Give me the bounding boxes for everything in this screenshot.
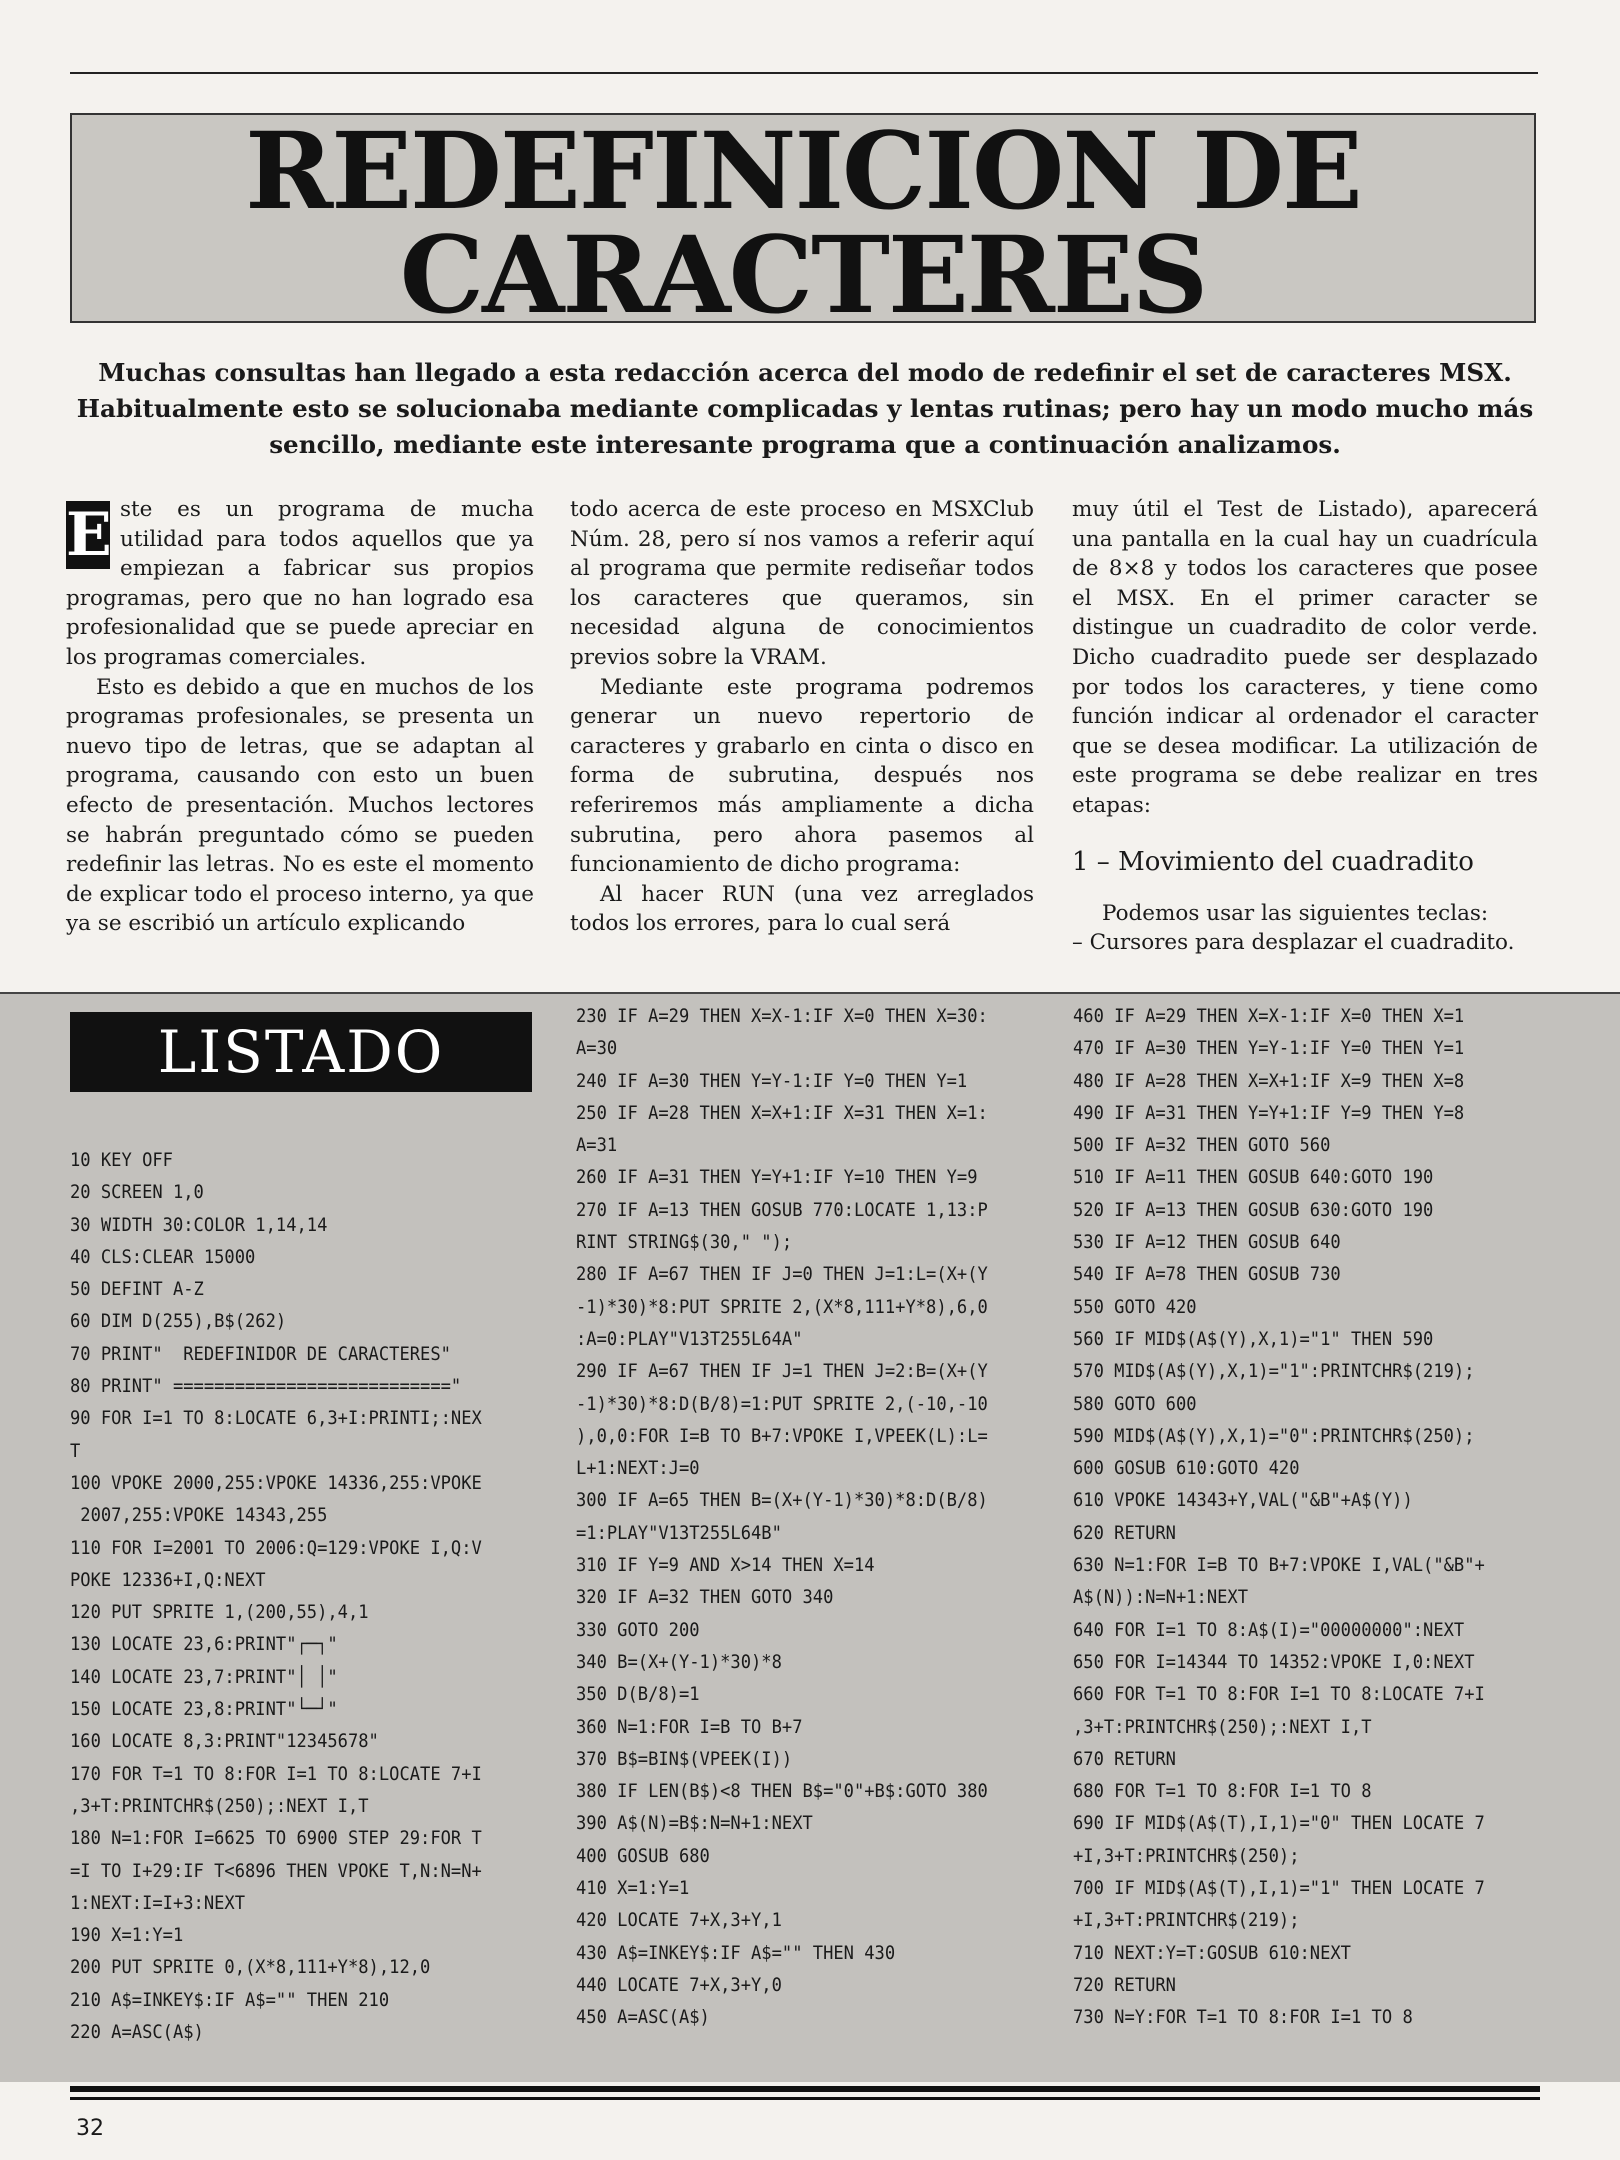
body-column-3 [1072,495,1538,958]
title-banner [70,113,1536,323]
title-line-2: CARACTERES [399,212,1207,323]
col2-paragraph-1: todo acerca de este proceso en MSXClub Núm. 28, pero sí nos vamos a referir aquí al programa que permite rediseñar todos los caracteres que queramos, sin necesidad alguna de conocimientos previos sobre la VRAM. [570,497,1034,670]
code-column-3: 460 IF A=29 THEN X=X-1:IF X=0 THEN X=1 470 IF A=30 THEN Y=Y-1:IF Y=0 THEN Y=1 480 IF A=28 THEN X=X+1:IF X=9 THEN X=8 490 IF A=31 THEN Y=Y+1:IF Y=9 THEN Y=8 500 IF A=32 THEN GOTO 560 510 IF A=11 THEN GOSUB 640:GOTO 190 520 IF A=13 THEN GOSUB 630:GOTO 190 530 IF A=12 THEN GOSUB 640 540 IF A=78 THEN GOSUB 730 550 GOTO 420 560 IF MID$(A$(Y),X,1)="1" THEN 590 570 MID$(A$(Y),X,1)="1":PRINTCHR$(219); 580 GOTO 600 590 MID$(A$(Y),X,1)="0":PRINTCHR$(250); 600 GOSUB 610:GOTO 420 610 VPOKE 14343+Y,VAL("&B"+A$(Y)) 620 RETURN 630 N=1:FOR I=B TO B+7:VPOKE I,VAL("&B"+ A$(N)):N=N+1:NEXT 640 FOR I=1 TO 8:A$(I)="00000000":NEXT 650 FOR I=14344 TO 14352:VPOKE I,0:NEXT 660 FOR T=1 TO 8:FOR I=1 TO 8:LOCATE 7+I ,3+T:PRINTCHR$(250);:NEXT I,T 670 RETURN 680 FOR T=1 TO 8:FOR I=1 TO 8 690 IF MID$(A$(T),I,1)="0" THEN LOCATE 7 +I,3+T:PRINTCHR$(250); 700 IF MID$(A$(T),I,1)="1" THEN LOCATE 7 +I,3+T:PRINTCHR$(219); 710 NEXT:Y=T:GOSUB 610:NEXT 720 RETURN 730 N=Y:FOR T=1 TO 8:FOR I=1 TO 8 [1073,1005,1485,2029]
bottom-rule-thin [70,2097,1540,2100]
code-column-2: 230 IF A=29 THEN X=X-1:IF X=0 THEN X=30: A=30 240 IF A=30 THEN Y=Y-1:IF Y=0 THEN Y=1 250 IF A=28 THEN X=X+1:IF X=31 THEN X=1: A=31 260 IF A=31 THEN Y=Y+1:IF Y=10 THEN Y=9 270 IF A=13 THEN GOSUB 770:LOCATE 1,13:P RINT STRING$(30," "); 280 IF A=67 THEN IF J=0 THEN J=1:L=(X+(Y -1)*30)*8:PUT SPRITE 2,(X*8,111+Y*8),6,0 :A=0:PLAY"V13T255L64A" 290 IF A=67 THEN IF J=1 THEN J=2:B=(X+(Y -1)*30)*8:D(B/8)=1:PUT SPRITE 2,(-10,-10 ),0,0:FOR I=B TO B+7:VPOKE I,VPEEK(L):L= L+1:NEXT:J=0 300 IF A=65 THEN B=(X+(Y-1)*30)*8:D(B/8) =1:PLAY"V13T255L64B" 310 IF Y=9 AND X>14 THEN X=14 320 IF A=32 THEN GOTO 340 330 GOTO 200 340 B=(X+(Y-1)*30)*8 350 D(B/8)=1 360 N=1:FOR I=B TO B+7 370 B$=BIN$(VPEEK(I)) 380 IF LEN(B$)<8 THEN B$="0"+B$:GOTO 380 390 A$(N)=B$:N=N+1:NEXT 400 GOSUB 680 410 X=1:Y=1 420 LOCATE 7+X,3+Y,1 430 A$=INKEY$:IF A$="" THEN 430 440 LOCATE 7+X,3+Y,0 450 A=ASC(A$) [576,1005,988,2029]
intro-paragraph: Muchas consultas han llegado a esta redacción acerca del modo de redefinir el set de caracteres MSX. Habitualmente esto se solucionaba mediante complicadas y lentas rutinas; pero hay un modo mucho más sencillo, mediante este interesante programa que a continuación analizamos. [76,358,1534,459]
article-title [72,113,1534,323]
listing-label: LISTADO [157,1018,445,1086]
col3-paragraph-2: Podemos usar las siguientes teclas: [1102,900,1489,926]
body-column-1 [66,495,534,939]
col1-paragraph-1: ste es un programa de mucha utilidad para todos aquellos que ya empiezan a fabricar sus propios programas, pero que no han logrado esa profesionalidad que se puede apreciar en los programas comerciales. [66,497,534,670]
body-column-2 [570,495,1034,939]
col3-list-item: – Cursores para desplazar el cuadradito. [1072,930,1515,956]
bottom-rule-thick [70,2086,1540,2092]
col3-paragraph-1: muy útil el Test de Listado), aparecerá una pantalla en la cual hay un cuadrícula de 8×8 y todos los caracteres que posee el MSX. En el primer caracter se distingue un cuadradito de color verde. Dicho cuadradito puede ser desplazado por todos los caracteres, y tiene como función indicar al ordenador el caracter que se desea modificar. La utilización de este programa se debe realizar en tres etapas: [1072,497,1538,818]
col1-paragraph-2: Esto es debido a que en muchos de los programas profesionales, se presenta un nuevo tipo de letras, que se adaptan al programa, causando con esto un buen efecto de presentación. Muchos lectores se habrán preguntado cómo se pueden redefinir las letras. No es este el momento de explicar todo el proceso interno, ya que ya se escribió un artículo explicando [66,674,534,937]
listing-section [0,992,1620,2082]
top-rule [70,72,1538,74]
page-number: 32 [76,2116,104,2141]
col2-paragraph-3: Al hacer RUN (una vez arreglados todos los errores, para lo cual será [570,881,1034,937]
section-subheading: 1 – Movimiento del cuadradito [1072,846,1474,877]
code-column-1: 10 KEY OFF 20 SCREEN 1,0 30 WIDTH 30:COLOR 1,14,14 40 CLS:CLEAR 15000 50 DEFINT A-Z 60 DIM D(255),B$(262) 70 PRINT" REDEFINIDOR DE CARACTERES" 80 PRINT" ===========================" 90 FOR I=1 TO 8:LOCATE 6,3+I:PRINTI;:NEX T 100 VPOKE 2000,255:VPOKE 14336,255:VPOKE 2007,255:VPOKE 14343,255 110 FOR I=2001 TO 2006:Q=129:VPOKE I,Q:V POKE 12336+I,Q:NEXT 120 PUT SPRITE 1,(200,55),4,1 130 LOCATE 23,6:PRINT"┌─┐" 140 LOCATE 23,7:PRINT"│ │" 150 LOCATE 23,8:PRINT"└─┘" 160 LOCATE 8,3:PRINT"12345678" 170 FOR T=1 TO 8:FOR I=1 TO 8:LOCATE 7+I ,3+T:PRINTCHR$(250);:NEXT I,T 180 N=1:FOR I=6625 TO 6900 STEP 29:FOR T =I TO I+29:IF T<6896 THEN VPOKE T,N:N=N+ 1:NEXT:I=I+3:NEXT 190 X=1:Y=1 200 PUT SPRITE 0,(X*8,111+Y*8),12,0 210 A$=INKEY$:IF A$="" THEN 210 220 A=ASC(A$) [70,1149,482,2044]
listing-label-box [70,1012,532,1092]
drop-cap: E [66,500,112,570]
col2-paragraph-2: Mediante este programa podremos generar un nuevo repertorio de caracteres y grabarlo en cinta o disco en forma de subrutina, después nos referiremos más ampliamente a dicha subrutina, pero ahora pasemos al funcionamiento de dicho programa: [570,674,1034,878]
title-line-1: REDEFINICION DE [245,113,1361,233]
